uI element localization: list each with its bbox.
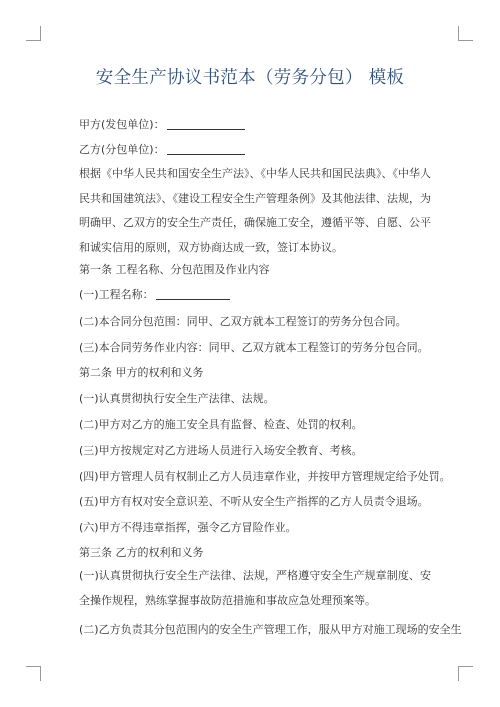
article-3-heading: 第三条 乙方的权利和义务 (79, 546, 204, 559)
party-b-line (79, 142, 431, 158)
crop-mark-bottom-right (458, 666, 473, 681)
article-3-item-2: (二)乙方负责其分包范围内的安全生产管理工作，服从甲方对施工现场的安全生 (79, 623, 462, 636)
article-1-item-3: (三)本合同劳务作业内容：同甲、乙双方就本工程签订的劳务分包合同。 (79, 341, 429, 354)
party-a-line (79, 117, 431, 133)
article-1-heading: 第一条 工程名称、分包范围及作业内容 (79, 263, 270, 276)
article-2-item-4: (四)甲方管理人员有权制止乙方人员违章作业，并按甲方管理规定给予处罚。 (79, 470, 451, 483)
project-name-blank[interactable] (156, 288, 230, 300)
project-name-label: (一)工程名称： (79, 288, 154, 301)
crop-mark-top-left (26, 26, 41, 41)
crop-mark-top-right (458, 26, 473, 41)
party-b-label: 乙方(分包单位)： (79, 143, 165, 156)
party-b-blank[interactable] (167, 143, 245, 155)
article-1-item-1 (79, 287, 431, 303)
article-3-item-1: (一)认真贯彻执行安全生产法律、法规，严格遵守安全生产规章制度、安全操作规程，熟练掌握事故防范措施和事故应急处理预案等。 (79, 569, 431, 607)
article-2-item-5: (五)甲方有权对安全意识差、不听从安全生产指挥的乙方人员责令退场。 (79, 495, 429, 508)
crop-mark-bottom-left (26, 666, 41, 681)
article-2-item-6: (六)甲方不得违章指挥，强令乙方冒险作业。 (79, 521, 297, 534)
article-2-item-1: (一)认真贯彻执行安全生产法律、法规。 (79, 392, 275, 405)
document-title: 安全生产协议书范本（劳务分包） 模板 (95, 68, 405, 88)
party-a-blank[interactable] (167, 118, 245, 130)
intro-paragraph: 根据《中华人民共和国安全生产法》、《中华人民共和国民法典》、《中华人民共和国建筑法》、《建设工程安全生产管理条例》及其他法律、法规，为明确甲、乙双方的安全生产责任，确保施工安全，遵循平等、自愿、公平和诚实信用的原则，双方协商达成一致，签订本协议。 (79, 167, 431, 254)
article-2-heading: 第二条 甲方的权利和义务 (79, 366, 204, 379)
article-1-item-2: (二)本合同分包范围：同甲、乙双方就本工程签订的劳务分包合同。 (79, 315, 407, 328)
article-2-item-3: (三)甲方按规定对乙方进场人员进行入场安全教育、考核。 (79, 444, 363, 457)
article-2-item-2: (二)甲方对乙方的施工安全具有监督、检查、处罚的权利。 (79, 418, 363, 431)
party-a-label: 甲方(发包单位)： (79, 118, 165, 131)
